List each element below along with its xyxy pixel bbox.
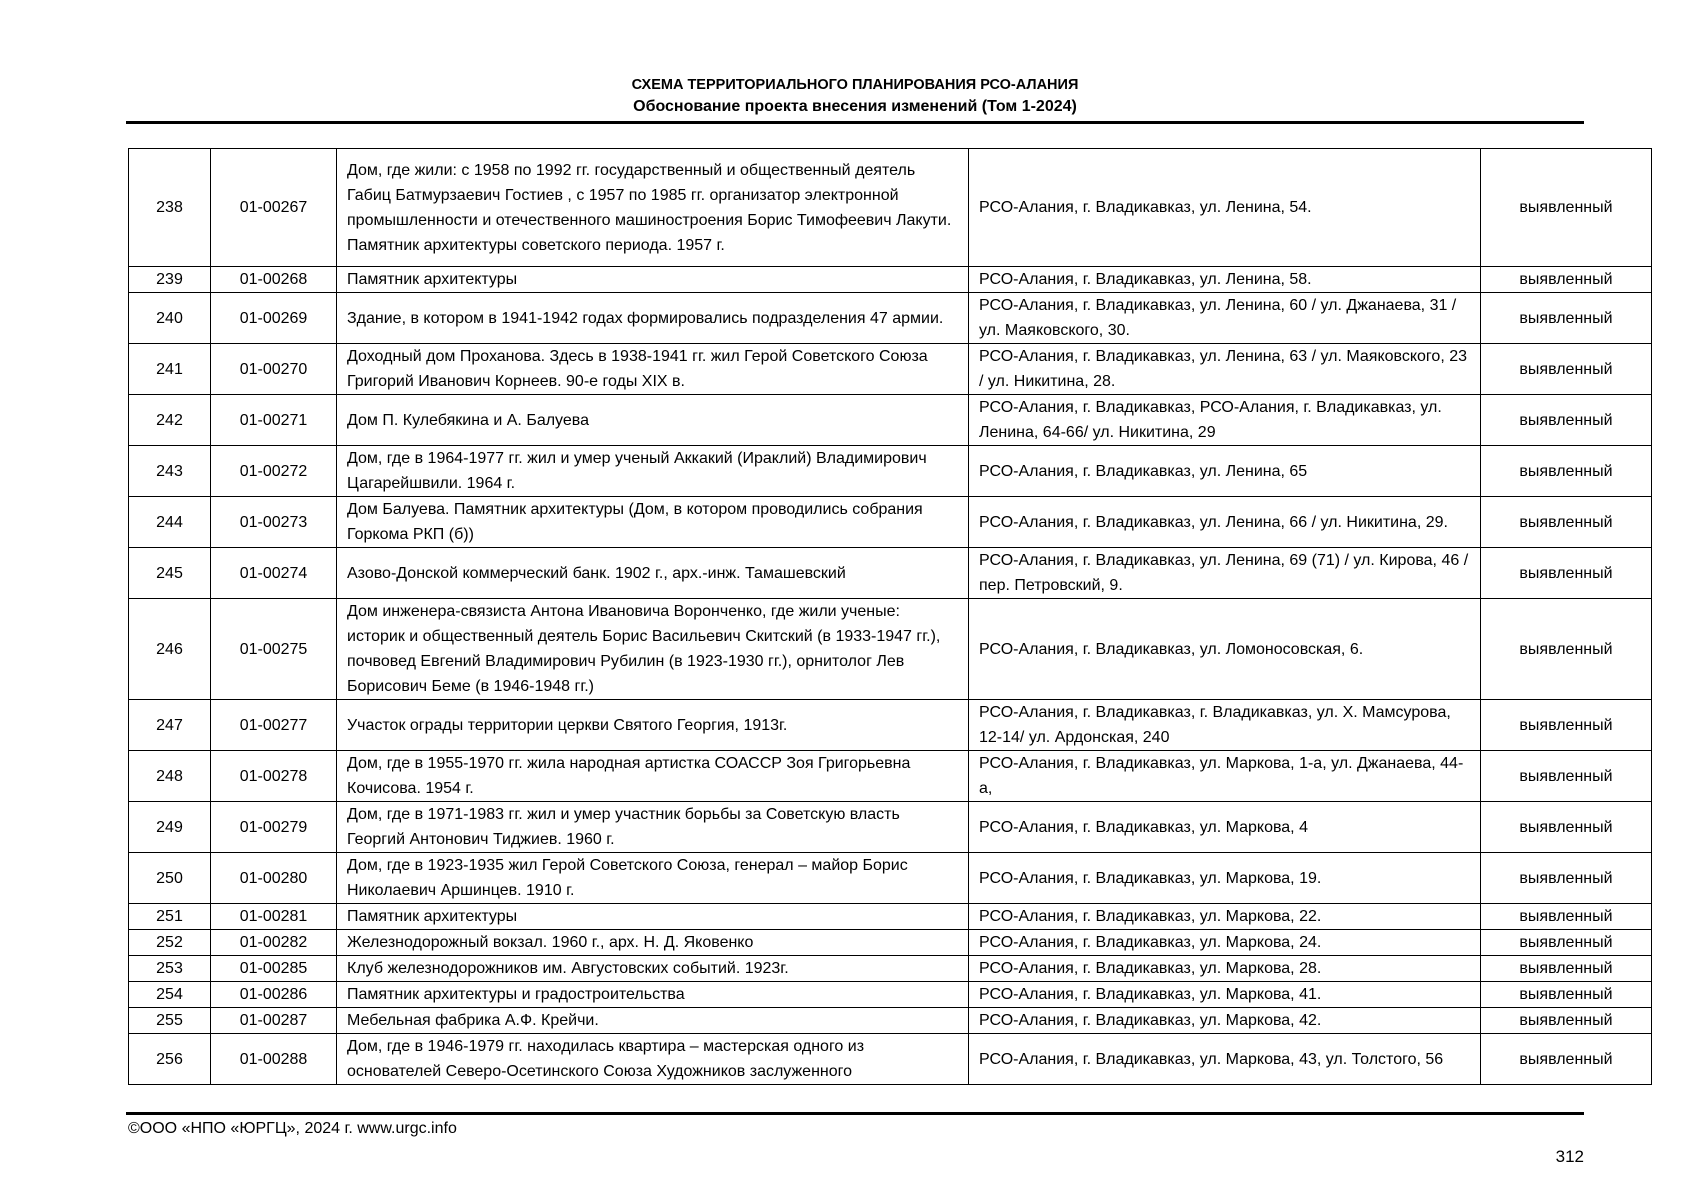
address-cell: РСО-Алания, г. Владикавказ, ул. Маркова, 41. — [969, 982, 1481, 1008]
table-row — [129, 1008, 1652, 1034]
object-name-cell: Памятник архитектуры — [337, 267, 969, 293]
row-number-cell: 251 — [129, 904, 211, 930]
address-cell: РСО-Алания, г. Владикавказ, ул. Маркова, 22. — [969, 904, 1481, 930]
table-row — [129, 930, 1652, 956]
object-name-cell: Железнодорожный вокзал. 1960 г., арх. Н. Д. Яковенко — [337, 930, 969, 956]
row-number-cell: 247 — [129, 700, 211, 751]
status-cell: выявленный — [1481, 267, 1652, 293]
address-cell: РСО-Алания, г. Владикавказ, ул. Ломоносовская, 6. — [969, 599, 1481, 700]
table-row — [129, 1034, 1652, 1085]
address-cell: РСО-Алания, г. Владикавказ, ул. Ленина, 65 — [969, 446, 1481, 497]
status-cell: выявленный — [1481, 149, 1652, 267]
address-cell: РСО-Алания, г. Владикавказ, РСО-Алания, г. Владикавказ, ул. Ленина, 64-66/ ул. Никитина, 29 — [969, 395, 1481, 446]
registry-code-cell: 01-00273 — [211, 497, 337, 548]
address-cell: РСО-Алания, г. Владикавказ, ул. Маркова, 43, ул. Толстого, 56 — [969, 1034, 1481, 1085]
registry-code-cell: 01-00281 — [211, 904, 337, 930]
status-cell: выявленный — [1481, 982, 1652, 1008]
table-row — [129, 802, 1652, 853]
object-name-cell: Клуб железнодорожников им. Августовских событий. 1923г. — [337, 956, 969, 982]
table-row — [129, 446, 1652, 497]
status-cell: выявленный — [1481, 904, 1652, 930]
registry-code-cell: 01-00270 — [211, 344, 337, 395]
object-name-cell: Дом, где в 1955-1970 гг. жила народная артистка СОАССР Зоя Григорьевна Кочисова. 1954 г. — [337, 751, 969, 802]
registry-code-cell: 01-00269 — [211, 293, 337, 344]
table-row — [129, 700, 1652, 751]
row-number-cell: 242 — [129, 395, 211, 446]
object-name-cell: Дом П. Кулебякина и А. Балуева — [337, 395, 969, 446]
address-cell: РСО-Алания, г. Владикавказ, ул. Маркова, 19. — [969, 853, 1481, 904]
registry-code-cell: 01-00287 — [211, 1008, 337, 1034]
registry-code-cell: 01-00279 — [211, 802, 337, 853]
table-row — [129, 982, 1652, 1008]
address-cell: РСО-Алания, г. Владикавказ, ул. Ленина, 63 / ул. Маяковского, 23 / ул. Никитина, 28. — [969, 344, 1481, 395]
object-name-cell: Дом инженера-связиста Антона Ивановича Ворончeнко, где жили ученые: историк и общественный деятель Борис Васильевич Скитский (в 1933-1947 гг.), почвовед Евгений Владимирович Рубилин (в 1923-1930 гг.), орнитолог Лев Борисович Беме (в 1946-1948 гг.) — [337, 599, 969, 700]
address-cell: РСО-Алания, г. Владикавказ, ул. Ленина, 60 / ул. Джанаева, 31 / ул. Маяковского, 30. — [969, 293, 1481, 344]
address-cell: РСО-Алания, г. Владикавказ, ул. Маркова, 24. — [969, 930, 1481, 956]
registry-code-cell: 01-00275 — [211, 599, 337, 700]
status-cell: выявленный — [1481, 1034, 1652, 1085]
object-name-cell: Азово-Донской коммерческий банк. 1902 г., арх.-инж. Тамашевский — [337, 548, 969, 599]
status-cell: выявленный — [1481, 293, 1652, 344]
table-row — [129, 293, 1652, 344]
document-header — [126, 74, 1584, 118]
table-row — [129, 395, 1652, 446]
document-subtitle: Обоснование проекта внесения изменений (Том 1-2024) — [633, 98, 1077, 115]
row-number-cell: 243 — [129, 446, 211, 497]
status-cell: выявленный — [1481, 930, 1652, 956]
row-number-cell: 246 — [129, 599, 211, 700]
registry-code-cell: 01-00272 — [211, 446, 337, 497]
row-number-cell: 238 — [129, 149, 211, 267]
row-number-cell: 248 — [129, 751, 211, 802]
address-cell: РСО-Алания, г. Владикавказ, ул. Маркова, 28. — [969, 956, 1481, 982]
address-cell: РСО-Алания, г. Владикавказ, ул. Ленина, 69 (71) / ул. Кирова, 46 / пер. Петровский, 9. — [969, 548, 1481, 599]
row-number-cell: 245 — [129, 548, 211, 599]
status-cell: выявленный — [1481, 497, 1652, 548]
table-row — [129, 956, 1652, 982]
object-name-cell: Дом, где в 1964-1977 гг. жил и умер ученый Аккакий (Ираклий) Владимирович Цагарейшвили. 1964 г. — [337, 446, 969, 497]
registry-code-cell: 01-00278 — [211, 751, 337, 802]
row-number-cell: 253 — [129, 956, 211, 982]
status-cell: выявленный — [1481, 802, 1652, 853]
status-cell: выявленный — [1481, 956, 1652, 982]
object-name-cell: Участок ограды территории церкви Святого Георгия, 1913г. — [337, 700, 969, 751]
row-number-cell: 249 — [129, 802, 211, 853]
registry-code-cell: 01-00280 — [211, 853, 337, 904]
header-rule — [126, 121, 1584, 124]
status-cell: выявленный — [1481, 700, 1652, 751]
status-cell: выявленный — [1481, 853, 1652, 904]
object-name-cell: Памятник архитектуры — [337, 904, 969, 930]
address-cell: РСО-Алания, г. Владикавказ, ул. Ленина, 54. — [969, 149, 1481, 267]
row-number-cell: 254 — [129, 982, 211, 1008]
footer-rule — [126, 1112, 1584, 1115]
table-row — [129, 149, 1652, 267]
object-name-cell: Памятник архитектуры и градостроительства — [337, 982, 969, 1008]
object-name-cell: Здание, в котором в 1941-1942 годах формировались подразделения 47 армии. — [337, 293, 969, 344]
object-name-cell: Дом, где в 1923-1935 жил Герой Советского Союза, генерал – майор Борис Николаевич Аршинцев. 1910 г. — [337, 853, 969, 904]
address-cell: РСО-Алания, г. Владикавказ, ул. Ленина, 58. — [969, 267, 1481, 293]
status-cell: выявленный — [1481, 1008, 1652, 1034]
document-title: СХЕМА ТЕРРИТОРИАЛЬНОГО ПЛАНИРОВАНИЯ РСО-АЛАНИЯ — [631, 77, 1079, 93]
registry-code-cell: 01-00267 — [211, 149, 337, 267]
registry-code-cell: 01-00274 — [211, 548, 337, 599]
registry-code-cell: 01-00277 — [211, 700, 337, 751]
object-name-cell: Дом Балуева. Памятник архитектуры (Дом, в котором проводились собрания Горкома РКП (б)) — [337, 497, 969, 548]
table-row — [129, 904, 1652, 930]
table-row — [129, 751, 1652, 802]
object-name-cell: Доходный дом Проханова. Здесь в 1938-1941 гг. жил Герой Советского Союза Григорий Иванович Корнеев. 90-е годы XIX в. — [337, 344, 969, 395]
address-cell: РСО-Алания, г. Владикавказ, ул. Ленина, 66 / ул. Никитина, 29. — [969, 497, 1481, 548]
footer-copyright: ©ООО «НПО «ЮРГЦ», 2024 г. www.urgc.info — [128, 1120, 457, 1137]
object-name-cell: Мебельная фабрика А.Ф. Крейчи. — [337, 1008, 969, 1034]
status-cell: выявленный — [1481, 548, 1652, 599]
registry-code-cell: 01-00288 — [211, 1034, 337, 1085]
status-cell: выявленный — [1481, 751, 1652, 802]
monuments-table — [128, 148, 1652, 1085]
registry-code-cell: 01-00268 — [211, 267, 337, 293]
address-cell: РСО-Алания, г. Владикавказ, ул. Маркова, 4 — [969, 802, 1481, 853]
address-cell: РСО-Алания, г. Владикавказ, ул. Маркова, 1-а, ул. Джанаева, 44-а, — [969, 751, 1481, 802]
table-row — [129, 853, 1652, 904]
table-row — [129, 267, 1652, 293]
status-cell: выявленный — [1481, 395, 1652, 446]
registry-code-cell: 01-00286 — [211, 982, 337, 1008]
row-number-cell: 256 — [129, 1034, 211, 1085]
status-cell: выявленный — [1481, 599, 1652, 700]
registry-code-cell: 01-00271 — [211, 395, 337, 446]
page-number: 312 — [1555, 1147, 1584, 1166]
row-number-cell: 240 — [129, 293, 211, 344]
table-row — [129, 497, 1652, 548]
object-name-cell: Дом, где в 1971-1983 гг. жил и умер участник борьбы за Советскую власть Георгий Антонович Тиджиев. 1960 г. — [337, 802, 969, 853]
address-cell: РСО-Алания, г. Владикавказ, г. Владикавказ, ул. Х. Мамсурова, 12-14/ ул. Ардонская, 240 — [969, 700, 1481, 751]
monuments-table-container — [128, 148, 1651, 1085]
row-number-cell: 255 — [129, 1008, 211, 1034]
registry-code-cell: 01-00285 — [211, 956, 337, 982]
address-cell: РСО-Алания, г. Владикавказ, ул. Маркова, 42. — [969, 1008, 1481, 1034]
registry-code-cell: 01-00282 — [211, 930, 337, 956]
status-cell: выявленный — [1481, 446, 1652, 497]
object-name-cell: Дом, где жили: с 1958 по 1992 гг. государственный и общественный деятель Габиц Батмурзаевич Гостиев , с 1957 по 1985 гг. организатор электронной промышленности и отечественного машиностроения Борис Тимофеевич Лакути. Памятник архитектуры советского периода. 1957 г. — [337, 149, 969, 267]
row-number-cell: 239 — [129, 267, 211, 293]
row-number-cell: 241 — [129, 344, 211, 395]
row-number-cell: 252 — [129, 930, 211, 956]
table-body — [129, 149, 1652, 1085]
row-number-cell: 250 — [129, 853, 211, 904]
row-number-cell: 244 — [129, 497, 211, 548]
table-row — [129, 599, 1652, 700]
object-name-cell: Дом, где в 1946-1979 гг. находилась квартира – мастерская одного из основателей Северо-Осетинского Союза Художников заслуженного — [337, 1034, 969, 1085]
table-row — [129, 548, 1652, 599]
status-cell: выявленный — [1481, 344, 1652, 395]
table-row — [129, 344, 1652, 395]
